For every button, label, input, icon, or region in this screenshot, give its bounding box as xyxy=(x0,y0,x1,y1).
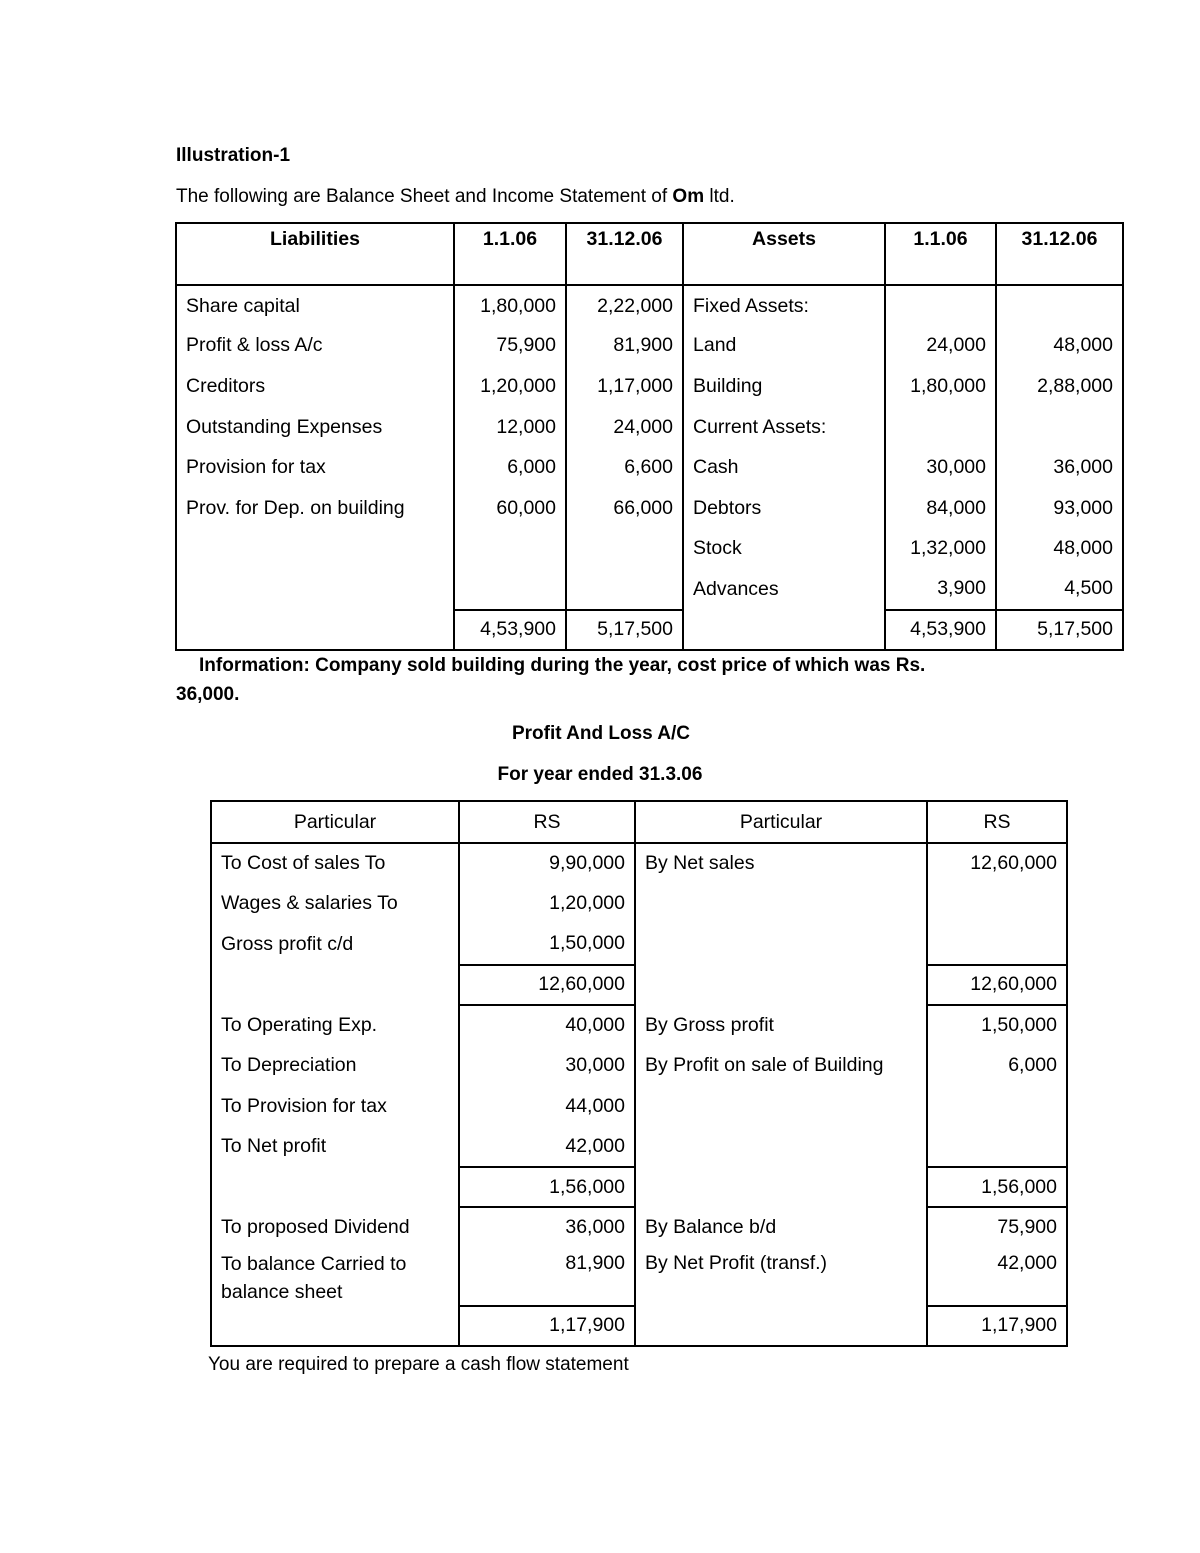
totals-row xyxy=(211,965,1067,1005)
total-value: 1,17,900 xyxy=(459,1306,635,1346)
column-header: RS xyxy=(927,801,1067,843)
balance-sheet-totals xyxy=(176,610,1123,650)
amount-value xyxy=(566,569,683,610)
liability-label: Outstanding Expenses xyxy=(176,407,454,448)
column-header: Particular xyxy=(635,801,927,843)
debit-label: To proposed Dividend xyxy=(211,1207,459,1248)
amount-value: 93,000 xyxy=(996,488,1123,529)
debit-label: Wages & salaries To xyxy=(211,884,459,925)
amount-value: 75,900 xyxy=(454,326,566,367)
amount-value: 1,80,000 xyxy=(454,285,566,326)
credit-amount: 75,900 xyxy=(927,1207,1067,1248)
liability-label: Share capital xyxy=(176,285,454,326)
heading: Illustration-1 xyxy=(176,145,291,166)
credit-label xyxy=(635,924,927,965)
amount-value: 60,000 xyxy=(454,488,566,529)
debit-amount: 42,000 xyxy=(459,1127,635,1168)
empty-cell xyxy=(176,610,454,650)
totals-row xyxy=(211,1306,1067,1346)
liability-label: Creditors xyxy=(176,366,454,407)
amount-value: 66,000 xyxy=(566,488,683,529)
intro-text: The following are Balance Sheet and Income Statement of Om ltd. xyxy=(176,186,735,207)
table-row xyxy=(211,1127,1067,1168)
total-value: 5,17,500 xyxy=(996,610,1123,650)
amount-value: 48,000 xyxy=(996,529,1123,570)
amount-value: 4,500 xyxy=(996,569,1123,610)
credit-amount: 6,000 xyxy=(927,1045,1067,1086)
credit-label: By Net sales xyxy=(635,843,927,884)
amount-value: 30,000 xyxy=(885,447,996,488)
information-line-2: 36,000. xyxy=(176,684,240,705)
asset-label: Cash xyxy=(683,447,885,488)
credit-label: By Balance b/d xyxy=(635,1207,927,1248)
empty-cell xyxy=(635,1306,927,1346)
amount-value: 84,000 xyxy=(885,488,996,529)
amount-value: 1,20,000 xyxy=(454,366,566,407)
pl-header xyxy=(211,801,1067,843)
liability-label: Prov. for Dep. on building xyxy=(176,488,454,529)
debit-label: To Provision for tax xyxy=(211,1086,459,1127)
liability-label xyxy=(176,569,454,610)
amount-value xyxy=(566,529,683,570)
pl-title: Profit And Loss A/C xyxy=(511,723,691,744)
table-row xyxy=(211,1045,1067,1086)
total-value: 1,56,000 xyxy=(927,1167,1067,1207)
debit-amount: 40,000 xyxy=(459,1005,635,1046)
balance-sheet-table xyxy=(175,222,1124,651)
table-row xyxy=(176,407,1123,448)
debit-label: To Depreciation xyxy=(211,1045,459,1086)
amount-value xyxy=(454,529,566,570)
total-value: 4,53,900 xyxy=(454,610,566,650)
profit-loss-table xyxy=(210,800,1068,1347)
table-row xyxy=(176,447,1123,488)
balance-sheet-header xyxy=(176,223,1123,285)
footer-text: You are required to prepare a cash flow statement xyxy=(208,1354,629,1375)
table-row xyxy=(176,488,1123,529)
table-row xyxy=(176,285,1123,326)
debit-label: To Cost of sales To xyxy=(211,843,459,884)
total-value: 12,60,000 xyxy=(459,965,635,1005)
debit-label: To balance Carried to balance sheet xyxy=(211,1248,459,1306)
liability-label xyxy=(176,529,454,570)
debit-amount: 44,000 xyxy=(459,1086,635,1127)
empty-cell xyxy=(635,965,927,1005)
amount-value: 1,17,000 xyxy=(566,366,683,407)
amount-value: 1,32,000 xyxy=(885,529,996,570)
amount-value: 3,900 xyxy=(885,569,996,610)
empty-cell xyxy=(211,1306,459,1346)
amount-value: 2,88,000 xyxy=(996,366,1123,407)
pl-subtitle: For year ended 31.3.06 xyxy=(497,764,703,785)
credit-amount xyxy=(927,884,1067,925)
column-header: 1.1.06 xyxy=(454,223,566,285)
empty-cell xyxy=(211,965,459,1005)
amount-value: 36,000 xyxy=(996,447,1123,488)
table-row xyxy=(211,1005,1067,1046)
total-value: 5,17,500 xyxy=(566,610,683,650)
column-header: Assets xyxy=(683,223,885,285)
asset-label: Land xyxy=(683,326,885,367)
amount-value: 12,000 xyxy=(454,407,566,448)
debit-amount: 9,90,000 xyxy=(459,843,635,884)
asset-label: Building xyxy=(683,366,885,407)
credit-amount xyxy=(927,1086,1067,1127)
credit-label xyxy=(635,1127,927,1168)
debit-label: To Net profit xyxy=(211,1127,459,1168)
table-row xyxy=(211,1248,1067,1306)
credit-label xyxy=(635,884,927,925)
table-row xyxy=(211,924,1067,965)
table-row xyxy=(211,1207,1067,1248)
debit-amount: 81,900 xyxy=(459,1248,635,1306)
table-row xyxy=(176,366,1123,407)
credit-label xyxy=(635,1086,927,1127)
amount-value: 48,000 xyxy=(996,326,1123,367)
credit-amount: 12,60,000 xyxy=(927,843,1067,884)
debit-amount: 36,000 xyxy=(459,1207,635,1248)
table-row xyxy=(176,529,1123,570)
amount-value: 81,900 xyxy=(566,326,683,367)
table-row xyxy=(176,326,1123,367)
credit-label: By Profit on sale of Building xyxy=(635,1045,927,1086)
asset-label: Current Assets: xyxy=(683,407,885,448)
empty-cell xyxy=(683,610,885,650)
credit-label: By Net Profit (transf.) xyxy=(635,1248,927,1306)
table-row xyxy=(211,884,1067,925)
amount-value xyxy=(996,407,1123,448)
column-header: Particular xyxy=(211,801,459,843)
credit-amount xyxy=(927,924,1067,965)
credit-amount xyxy=(927,1127,1067,1168)
total-value: 12,60,000 xyxy=(927,965,1067,1005)
amount-value: 24,000 xyxy=(566,407,683,448)
asset-label: Fixed Assets: xyxy=(683,285,885,326)
debit-amount: 1,50,000 xyxy=(459,924,635,965)
total-value: 4,53,900 xyxy=(885,610,996,650)
column-header: 31.12.06 xyxy=(566,223,683,285)
debit-amount: 1,20,000 xyxy=(459,884,635,925)
credit-label: By Gross profit xyxy=(635,1005,927,1046)
amount-value xyxy=(885,285,996,326)
totals-row xyxy=(211,1167,1067,1207)
credit-amount: 1,50,000 xyxy=(927,1005,1067,1046)
information-line-1: Information: Company sold building during the year, cost price of which was Rs. xyxy=(199,655,926,676)
amount-value: 6,600 xyxy=(566,447,683,488)
table-row xyxy=(211,843,1067,884)
amount-value xyxy=(885,407,996,448)
empty-cell xyxy=(635,1167,927,1207)
column-header: RS xyxy=(459,801,635,843)
amount-value xyxy=(996,285,1123,326)
amount-value: 2,22,000 xyxy=(566,285,683,326)
table-row xyxy=(176,569,1123,610)
amount-value: 6,000 xyxy=(454,447,566,488)
asset-label: Stock xyxy=(683,529,885,570)
empty-cell xyxy=(211,1167,459,1207)
amount-value: 24,000 xyxy=(885,326,996,367)
debit-label: To Operating Exp. xyxy=(211,1005,459,1046)
total-value: 1,17,900 xyxy=(927,1306,1067,1346)
liability-label: Profit & loss A/c xyxy=(176,326,454,367)
debit-amount: 30,000 xyxy=(459,1045,635,1086)
column-header: Liabilities xyxy=(176,223,454,285)
asset-label: Debtors xyxy=(683,488,885,529)
column-header: 1.1.06 xyxy=(885,223,996,285)
credit-amount: 42,000 xyxy=(927,1248,1067,1306)
column-header: 31.12.06 xyxy=(996,223,1123,285)
liability-label: Provision for tax xyxy=(176,447,454,488)
amount-value xyxy=(454,569,566,610)
table-row xyxy=(211,1086,1067,1127)
total-value: 1,56,000 xyxy=(459,1167,635,1207)
debit-label: Gross profit c/d xyxy=(211,924,459,965)
asset-label: Advances xyxy=(683,569,885,610)
amount-value: 1,80,000 xyxy=(885,366,996,407)
